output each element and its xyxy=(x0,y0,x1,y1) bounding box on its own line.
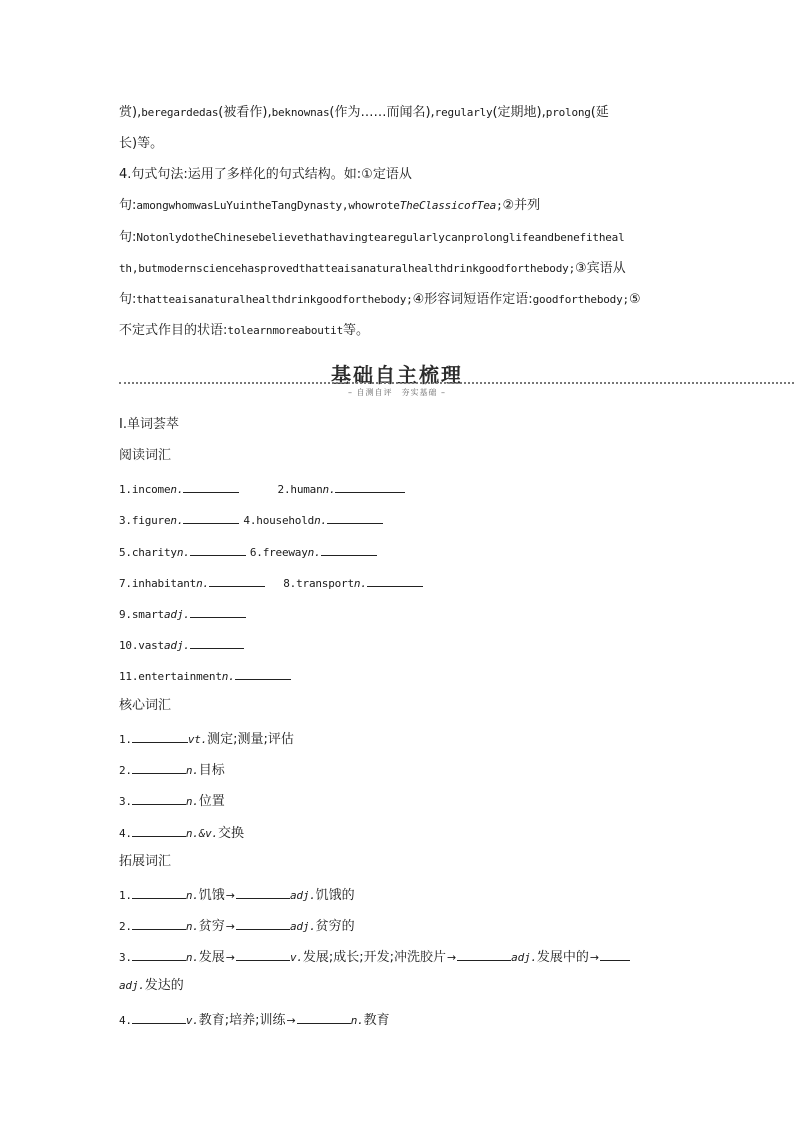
part-of-speech: adj. xyxy=(163,639,190,652)
core-vocab-heading: 核心词汇 xyxy=(119,698,172,713)
item-number: 3. xyxy=(119,951,132,964)
intro-line-7 xyxy=(119,291,641,309)
ext-row-2 xyxy=(119,915,355,936)
arrow-right-icon: → xyxy=(286,1014,296,1027)
meaning: 目标 xyxy=(198,763,225,778)
meaning: 发达的 xyxy=(144,978,184,993)
part-of-speech: n. xyxy=(170,483,184,496)
reading-row-6 xyxy=(119,634,244,655)
reading-row-5 xyxy=(119,603,246,624)
meaning: 饥饿的 xyxy=(315,888,355,903)
text: (作为……而闻名), xyxy=(329,105,435,120)
ext-row-4 xyxy=(119,1009,390,1030)
item-number: 8. xyxy=(283,577,297,590)
part-of-speech: n. xyxy=(185,951,199,964)
intro-line-2: 长)等。 xyxy=(119,136,164,151)
part-of-speech: n. xyxy=(353,577,367,590)
text: 赏), xyxy=(119,105,142,120)
text: ④形容词短语作定语: xyxy=(412,292,533,307)
answer-blank[interactable] xyxy=(183,509,239,524)
item-number: 2. xyxy=(277,483,291,496)
intro-line-1 xyxy=(119,104,609,122)
text: 不定式作目的状语: xyxy=(119,323,228,338)
part-of-speech: adj. xyxy=(511,951,537,964)
text: ⑤ xyxy=(628,292,641,307)
vocab-word: income xyxy=(131,483,171,496)
text: ③宾语从 xyxy=(575,261,626,276)
part-of-speech: n. xyxy=(221,670,235,683)
english-phrase: beknownas xyxy=(271,106,330,119)
answer-blank[interactable] xyxy=(132,915,186,930)
example-phrase: tolearnmoreaboutit xyxy=(227,324,343,337)
vocab-word: inhabitant xyxy=(131,577,197,590)
item-number: 1. xyxy=(119,733,132,746)
item-number: 3. xyxy=(119,795,132,808)
text: 句: xyxy=(119,198,137,213)
english-phrase: prolong xyxy=(545,106,591,119)
vocab-word: transport xyxy=(296,577,354,590)
example-sentence: thatteaisanaturalhealthdrinkgoodforthebody; xyxy=(136,293,413,306)
part-of-speech: adj. xyxy=(119,979,145,992)
vocab-word: household xyxy=(256,514,315,527)
answer-blank[interactable] xyxy=(190,603,246,618)
section-banner-subtitle: – 自测自评 夯实基础 – xyxy=(347,388,447,397)
banner-divider xyxy=(119,382,794,384)
answer-blank[interactable] xyxy=(457,946,511,961)
meaning: 贫穷 xyxy=(198,919,225,934)
text: 句: xyxy=(119,292,137,307)
answer-blank[interactable] xyxy=(236,884,290,899)
reading-vocab-heading: 阅读词汇 xyxy=(119,448,172,463)
answer-blank[interactable] xyxy=(327,509,383,524)
meaning: 教育;培养;训练 xyxy=(198,1013,286,1028)
part-of-speech: v. xyxy=(289,951,303,964)
meaning: 饥饿 xyxy=(198,888,225,903)
vocab-word: entertainment xyxy=(138,670,222,683)
reading-row-4 xyxy=(119,572,423,593)
answer-blank[interactable] xyxy=(321,541,377,556)
meaning: 发展 xyxy=(198,950,225,965)
text: ; xyxy=(496,199,503,212)
item-number: 1. xyxy=(119,889,132,902)
item-number: 11. xyxy=(119,670,139,683)
part-of-speech: n. xyxy=(185,764,199,777)
answer-blank[interactable] xyxy=(600,946,630,961)
item-number: 4. xyxy=(243,514,257,527)
intro-line-6 xyxy=(119,260,626,278)
answer-blank[interactable] xyxy=(132,822,186,837)
answer-blank[interactable] xyxy=(132,884,186,899)
answer-blank[interactable] xyxy=(236,915,290,930)
arrow-right-icon: → xyxy=(446,951,457,964)
part-of-speech: v. xyxy=(185,1014,199,1027)
reading-row-7 xyxy=(119,665,291,686)
answer-blank[interactable] xyxy=(297,1009,351,1024)
answer-blank[interactable] xyxy=(209,572,265,587)
part-of-speech: n. xyxy=(322,483,336,496)
part-of-speech: n. xyxy=(170,514,184,527)
text: ②并列 xyxy=(502,198,541,213)
reading-row-1 xyxy=(119,478,405,499)
english-phrase: regularly xyxy=(434,106,493,119)
section-heading: Ⅰ.单词荟萃 xyxy=(119,417,179,432)
section-banner-title: 基础自主梳理 xyxy=(331,363,463,387)
core-row-4 xyxy=(119,822,244,843)
part-of-speech: n. xyxy=(350,1014,364,1027)
meaning: 位置 xyxy=(198,794,225,809)
example-sentence: amongwhomwasLuYuintheTangDynasty,whowrote xyxy=(136,199,400,212)
meaning: 发展中的 xyxy=(536,950,589,965)
vocab-word: smart xyxy=(131,608,164,621)
part-of-speech: n.&v. xyxy=(185,827,218,840)
item-number: 5. xyxy=(119,546,132,559)
part-of-speech: n. xyxy=(176,546,190,559)
example-sentence: th,butmodernsciencehasprovedthatteaisanaturalhealthdrinkgoodforthebody; xyxy=(119,262,576,275)
meaning: 贫穷的 xyxy=(315,919,355,934)
extended-vocab-heading: 拓展词汇 xyxy=(119,854,172,869)
text: (延 xyxy=(590,105,609,120)
arrow-right-icon: → xyxy=(225,920,235,933)
arrow-right-icon: → xyxy=(225,951,235,964)
meaning: 交换 xyxy=(217,826,244,841)
reading-row-2 xyxy=(119,509,383,530)
ext-row-3 xyxy=(119,946,630,967)
answer-blank[interactable] xyxy=(235,665,291,680)
vocab-word: figure xyxy=(131,514,171,527)
intro-line-8 xyxy=(119,322,369,340)
item-number: 10. xyxy=(119,639,139,652)
item-number: 7. xyxy=(119,577,132,590)
item-number: 3. xyxy=(119,514,132,527)
item-number: 4. xyxy=(119,1014,132,1027)
intro-line-4 xyxy=(119,197,540,215)
answer-blank[interactable] xyxy=(132,946,186,961)
english-phrase: beregardedas xyxy=(141,106,219,119)
item-number: 6. xyxy=(249,546,263,559)
answer-blank[interactable] xyxy=(183,478,239,493)
example-sentence: NotonlydotheChinesebelievethathavingtearegularlycanprolonglifeandbenefitheal xyxy=(136,231,625,244)
part-of-speech: n. xyxy=(185,795,199,808)
answer-blank[interactable] xyxy=(132,790,186,805)
part-of-speech: n. xyxy=(185,889,199,902)
arrow-right-icon: → xyxy=(589,951,600,964)
answer-blank[interactable] xyxy=(190,541,246,556)
vocab-word: charity xyxy=(131,546,177,559)
arrow-right-icon: → xyxy=(225,889,235,902)
part-of-speech: adj. xyxy=(289,920,316,933)
core-row-1 xyxy=(119,728,294,749)
intro-line-3: 4.句式句法:运用了多样化的句式结构。如:①定语从 xyxy=(119,167,412,182)
item-number: 2. xyxy=(119,764,132,777)
answer-blank[interactable] xyxy=(190,634,244,649)
ext-row-1 xyxy=(119,884,355,905)
answer-blank[interactable] xyxy=(132,1009,186,1024)
meaning: 教育 xyxy=(363,1013,390,1028)
item-number: 9. xyxy=(119,608,132,621)
answer-blank[interactable] xyxy=(367,572,423,587)
book-title: TheClassicofTea xyxy=(399,199,497,212)
meaning: 发展;成长;开发;冲洗胶片 xyxy=(302,950,446,965)
part-of-speech: adj. xyxy=(163,608,190,621)
answer-blank[interactable] xyxy=(335,478,405,493)
text: (定期地), xyxy=(492,105,546,120)
part-of-speech: n. xyxy=(185,920,199,933)
vocab-word: human xyxy=(290,483,323,496)
text: (被看作), xyxy=(218,105,272,120)
answer-blank[interactable] xyxy=(132,759,186,774)
part-of-speech: n. xyxy=(196,577,209,590)
vocab-word: vast xyxy=(138,639,164,652)
item-number: 4. xyxy=(119,827,132,840)
ext-row-3-cont xyxy=(119,977,184,995)
item-number: 2. xyxy=(119,920,132,933)
part-of-speech: n. xyxy=(307,546,321,559)
core-row-2 xyxy=(119,759,225,780)
core-row-3 xyxy=(119,790,225,811)
example-phrase: goodforthebody; xyxy=(532,293,629,306)
vocab-word: freeway xyxy=(262,546,308,559)
answer-blank[interactable] xyxy=(132,728,188,743)
part-of-speech: adj. xyxy=(289,889,316,902)
part-of-speech: vt. xyxy=(187,733,208,746)
item-number: 1. xyxy=(119,483,132,496)
text: 句: xyxy=(119,230,137,245)
meaning: 测定;测量;评估 xyxy=(207,732,294,747)
answer-blank[interactable] xyxy=(236,946,290,961)
text: 等。 xyxy=(343,323,370,338)
reading-row-3 xyxy=(119,541,377,562)
intro-line-5 xyxy=(119,229,625,247)
part-of-speech: n. xyxy=(314,514,327,527)
